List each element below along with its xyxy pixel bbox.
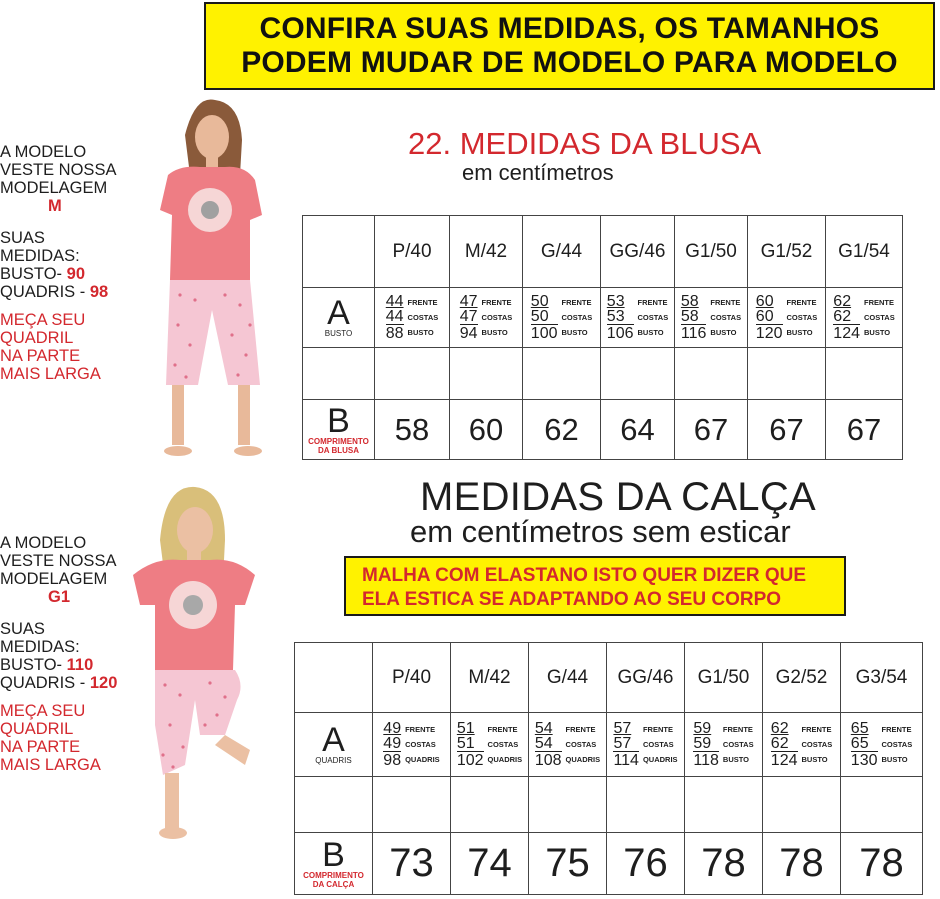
- costas-label: COSTAS: [801, 740, 833, 749]
- busto-label: BUSTO: [637, 328, 664, 337]
- comprimento-value: 74: [451, 833, 529, 895]
- costas-value: 60: [755, 308, 774, 325]
- size-header: GG/46: [601, 216, 675, 288]
- calca-title: MEDIDAS DA CALÇA: [420, 475, 817, 519]
- size-header: G3/54: [841, 643, 923, 713]
- busto-label: BUSTO: [864, 328, 891, 337]
- row-label: QUADRIS: [315, 756, 352, 765]
- costas-value: 44: [385, 308, 404, 325]
- size-header-row: [303, 216, 903, 288]
- frente-label: FRENTE: [710, 298, 741, 307]
- frente-value: 49: [383, 720, 402, 737]
- frente-value: 51: [456, 720, 475, 737]
- notice-line-2: ELA ESTICA SE ADAPTANDO AO SEU CORPO: [362, 589, 782, 610]
- comprimento-value: 62: [523, 400, 601, 460]
- measure-cell: [607, 713, 685, 777]
- row-a-label-cell: [295, 713, 373, 777]
- frente-value: 62: [770, 720, 789, 737]
- measure-cell: [685, 713, 763, 777]
- size-header: GG/46: [607, 643, 685, 713]
- busto-value: 90: [66, 265, 85, 283]
- total-value: 102: [456, 752, 484, 769]
- costas-value: 57: [613, 735, 632, 752]
- row-b-label-cell: [295, 833, 373, 895]
- frente-label: FRENTE: [405, 725, 436, 734]
- measure-cell: [375, 288, 450, 348]
- costas-value: 53: [606, 308, 625, 325]
- size-header: G1/50: [675, 216, 748, 288]
- frente-label: FRENTE: [864, 298, 894, 307]
- costas-label: COSTAS: [786, 313, 818, 322]
- tip-line: MAIS LARGA: [0, 756, 101, 774]
- model-photo-bottom: [125, 485, 300, 850]
- banner-line-2: PODEM MUDAR DE MODELO PARA MODELO: [241, 46, 898, 79]
- note-line: A MODELO: [0, 143, 87, 161]
- frente-label: FRENTE: [637, 298, 668, 307]
- costas-value: 58: [680, 308, 699, 325]
- frente-label: FRENTE: [801, 725, 832, 734]
- comprimento-value: 75: [529, 833, 607, 895]
- comprimento-row: [295, 833, 923, 895]
- frente-label: FRENTE: [487, 725, 518, 734]
- banner-line-1: CONFIRA SUAS MEDIDAS, OS TAMANHOS: [259, 12, 880, 45]
- tip-line: QUADRIL: [0, 329, 74, 347]
- busto-label: BUSTO: [722, 755, 750, 764]
- top-banner: [204, 2, 935, 90]
- costas-value: 49: [383, 735, 402, 752]
- row-label: DA BLUSA: [317, 445, 360, 455]
- total-value: 108: [534, 752, 562, 769]
- size-header-row: [295, 643, 923, 713]
- tip-line: NA PARTE: [0, 738, 81, 756]
- frente-value: 53: [606, 293, 625, 310]
- measure-cell: [523, 288, 601, 348]
- costas-value: 62: [833, 308, 852, 325]
- quadris-label: QUADRIS: [565, 755, 601, 764]
- corner-cell: [303, 216, 375, 288]
- costas-label: COSTAS: [637, 313, 669, 322]
- elastano-notice: [344, 556, 846, 616]
- total-value: 120: [755, 325, 783, 342]
- comprimento-value: 78: [763, 833, 841, 895]
- measure-cell: [826, 288, 903, 348]
- tip-line: QUADRIL: [0, 720, 74, 738]
- row-letter: A: [327, 294, 350, 332]
- size-header: G/44: [523, 216, 601, 288]
- total-value: 98: [383, 752, 402, 769]
- comprimento-value: 64: [601, 400, 675, 460]
- costas-value: 50: [530, 308, 549, 325]
- size-header: G1/54: [826, 216, 903, 288]
- note-line: SUAS: [0, 229, 45, 247]
- quadris-label: QUADRIS: [405, 755, 440, 764]
- quadris-row: [295, 713, 923, 777]
- busto-label: BUSTO: [481, 328, 508, 337]
- comprimento-value: 67: [826, 400, 903, 460]
- quadris-label: QUADRIS -: [0, 674, 86, 692]
- frente-value: 57: [613, 720, 632, 737]
- busto-label: BUSTO-: [0, 656, 63, 674]
- row-label: COMPRIMENTO: [303, 870, 364, 880]
- note-line: MODELAGEM: [0, 179, 108, 197]
- costas-label: COSTAS: [722, 740, 754, 749]
- size-header: M/42: [451, 643, 529, 713]
- note-line: MEDIDAS:: [0, 638, 80, 656]
- note-line: VESTE NOSSA: [0, 552, 117, 570]
- measure-cell: [601, 288, 675, 348]
- frente-value: 62: [833, 293, 852, 310]
- measure-cell: [450, 288, 523, 348]
- frente-value: 47: [459, 293, 478, 310]
- size-header: P/40: [373, 643, 451, 713]
- costas-label: COSTAS: [407, 313, 439, 322]
- costas-label: COSTAS: [881, 740, 913, 749]
- measure-cell: [763, 713, 841, 777]
- measure-cell: [675, 288, 748, 348]
- frente-label: FRENTE: [722, 725, 753, 734]
- total-value: 118: [693, 752, 719, 769]
- busto-label: BUSTO: [710, 328, 737, 337]
- spacer-row: [303, 348, 903, 400]
- frente-value: 50: [530, 293, 549, 310]
- total-value: 124: [833, 325, 860, 342]
- frente-label: FRENTE: [407, 298, 438, 307]
- busto-label: BUSTO: [561, 328, 588, 337]
- measure-cell: [373, 713, 451, 777]
- model-photo-top: [150, 95, 290, 463]
- size-header: G1/50: [685, 643, 763, 713]
- tip-line: MAIS LARGA: [0, 365, 101, 383]
- comprimento-value: 76: [607, 833, 685, 895]
- row-letter: A: [322, 721, 345, 759]
- costas-label: COSTAS: [642, 740, 674, 749]
- total-value: 130: [850, 752, 878, 769]
- frente-label: FRENTE: [642, 725, 673, 734]
- costas-label: COSTAS: [481, 313, 513, 322]
- model-note-top: [0, 143, 150, 383]
- size-header: G2/52: [763, 643, 841, 713]
- size-header: P/40: [375, 216, 450, 288]
- quadris-line: [0, 283, 150, 301]
- quadris-value: 120: [89, 674, 118, 692]
- frente-label: FRENTE: [481, 298, 512, 307]
- comprimento-value: 67: [675, 400, 748, 460]
- costas-value: 59: [693, 735, 712, 752]
- comprimento-value: 58: [375, 400, 450, 460]
- frente-label: FRENTE: [786, 298, 817, 307]
- notice-line-1: MALHA COM ELASTANO ISTO QUER DIZER QUE: [362, 565, 807, 586]
- row-letter: B: [327, 401, 350, 440]
- quadris-label: QUADRIS: [487, 755, 523, 764]
- frente-value: 60: [755, 293, 774, 310]
- total-value: 116: [680, 325, 707, 342]
- comprimento-value: 78: [685, 833, 763, 895]
- model-size: G1: [48, 588, 71, 606]
- frente-value: 59: [693, 720, 712, 737]
- total-value: 100: [530, 325, 558, 342]
- measure-cell: [451, 713, 529, 777]
- total-value: 106: [606, 325, 634, 342]
- frente-value: 65: [850, 720, 869, 737]
- costas-value: 65: [850, 735, 869, 752]
- row-label: DA CALÇA: [312, 879, 355, 889]
- quadris-value: 98: [89, 283, 109, 301]
- measure-cell: [529, 713, 607, 777]
- costas-label: COSTAS: [710, 313, 742, 322]
- costas-value: 47: [459, 308, 478, 325]
- costas-value: 54: [534, 735, 553, 752]
- costas-value: 62: [770, 735, 789, 752]
- note-line: MODELAGEM: [0, 570, 108, 588]
- total-value: 114: [613, 752, 639, 769]
- note-line: A MODELO: [0, 534, 87, 552]
- quadris-label: QUADRIS -: [0, 283, 86, 301]
- frente-label: FRENTE: [561, 298, 592, 307]
- busto-label: BUSTO: [801, 755, 828, 764]
- comprimento-value: 73: [373, 833, 451, 895]
- note-line: MEDIDAS:: [0, 247, 80, 265]
- comprimento-row: [303, 400, 903, 460]
- blusa-table: [302, 215, 903, 460]
- total-value: 88: [385, 325, 404, 342]
- corner-cell: [295, 643, 373, 713]
- busto-line: [0, 265, 150, 283]
- size-header: G1/52: [748, 216, 826, 288]
- model-size: M: [48, 197, 62, 215]
- row-a-label-cell: [303, 288, 375, 348]
- costas-label: COSTAS: [487, 740, 519, 749]
- costas-label: COSTAS: [864, 313, 895, 322]
- row-label: BUSTO: [324, 329, 353, 338]
- costas-value: 51: [456, 735, 475, 752]
- comprimento-value: 67: [748, 400, 826, 460]
- total-value: 94: [459, 325, 478, 342]
- costas-label: COSTAS: [405, 740, 436, 749]
- frente-value: 54: [534, 720, 553, 737]
- calca-subtitle: em centímetros sem esticar: [410, 514, 791, 549]
- tip-line: MEÇA SEU: [0, 702, 86, 720]
- busto-label: BUSTO-: [0, 265, 63, 283]
- row-label: COMPRIMENTO: [308, 436, 369, 446]
- blusa-title: 22. MEDIDAS DA BLUSA: [408, 126, 762, 161]
- costas-label: COSTAS: [565, 740, 597, 749]
- note-line: VESTE NOSSA: [0, 161, 117, 179]
- busto-row: [303, 288, 903, 348]
- quadris-label: QUADRIS: [642, 755, 678, 764]
- costas-label: COSTAS: [561, 313, 593, 322]
- spacer-row: [295, 777, 923, 833]
- total-value: 124: [770, 752, 798, 769]
- row-letter: B: [322, 835, 345, 874]
- tip-line: MEÇA SEU: [0, 311, 86, 329]
- busto-label: BUSTO: [786, 328, 813, 337]
- measure-cell: [748, 288, 826, 348]
- note-line: SUAS: [0, 620, 45, 638]
- size-header: G/44: [529, 643, 607, 713]
- frente-label: FRENTE: [881, 725, 912, 734]
- size-header: M/42: [450, 216, 523, 288]
- measure-cell: [841, 713, 923, 777]
- tip-line: NA PARTE: [0, 347, 81, 365]
- frente-value: 44: [385, 293, 404, 310]
- busto-label: BUSTO: [407, 328, 434, 337]
- busto-value: 110: [66, 656, 94, 674]
- busto-label: BUSTO: [881, 755, 908, 764]
- comprimento-value: 60: [450, 400, 523, 460]
- blusa-subtitle: em centímetros: [462, 160, 614, 185]
- frente-value: 58: [680, 293, 699, 310]
- frente-label: FRENTE: [565, 725, 596, 734]
- calca-table: [294, 642, 923, 895]
- row-b-label-cell: [303, 400, 375, 460]
- comprimento-value: 78: [841, 833, 923, 895]
